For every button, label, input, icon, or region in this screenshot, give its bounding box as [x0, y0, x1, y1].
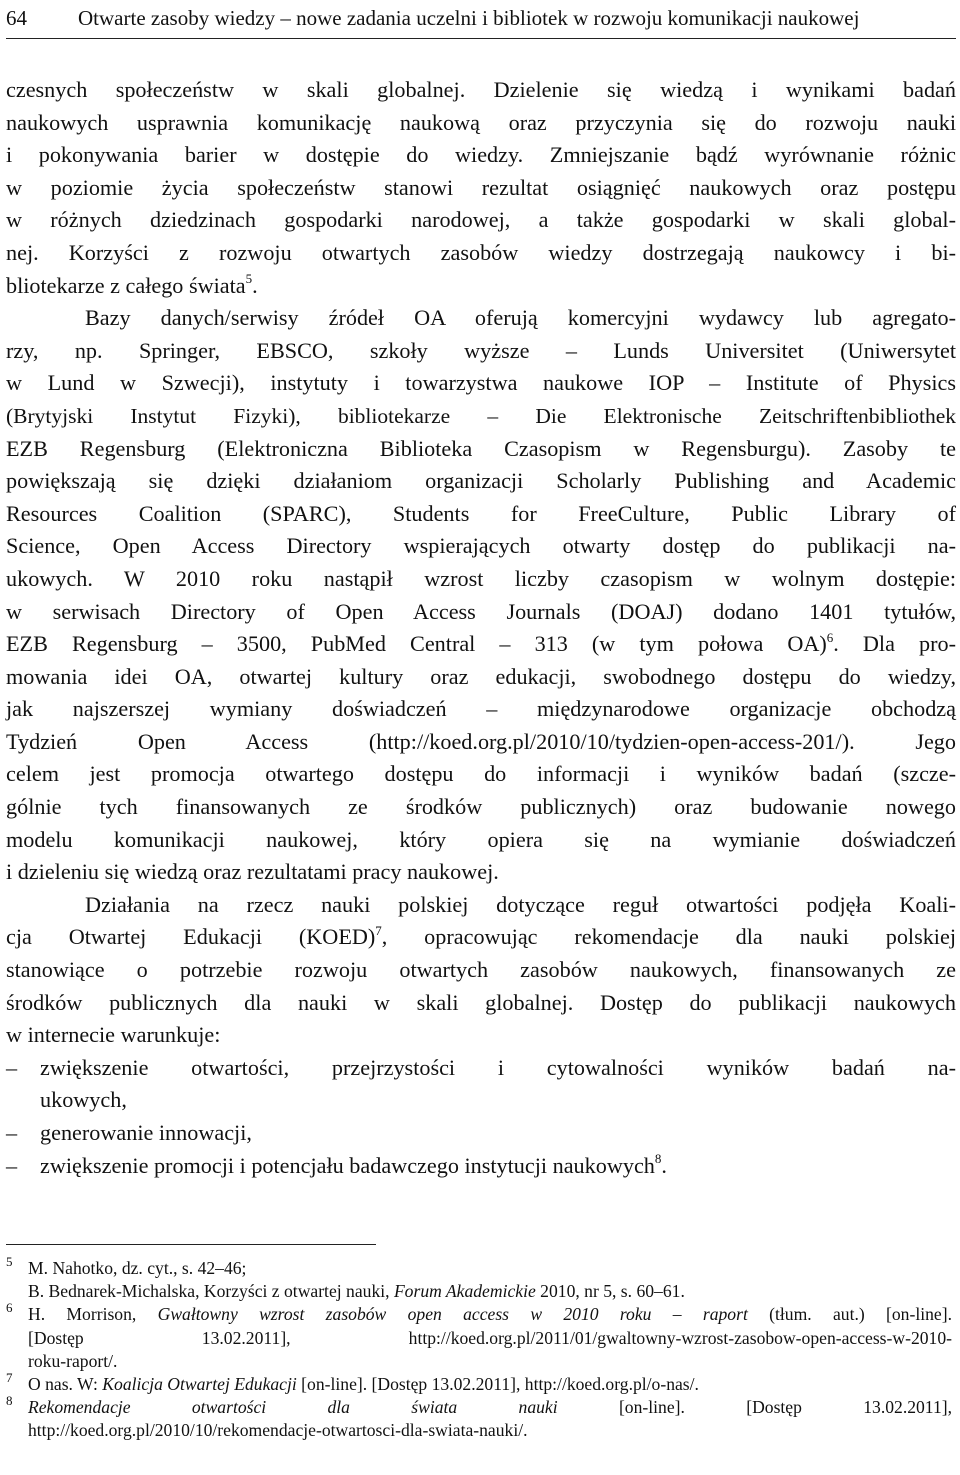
text-line: środków publicznych dla nauki w skali globalnej. Dostęp do publikacji naukowych: [6, 989, 956, 1015]
text-line: cja Otwartej Edukacji (KOED)$^7$, opracowując rekomendacje dla nauki polskiej: [6, 923, 956, 950]
text-line: naukowych usprawnia komunikację naukową oraz przyczynia się do rozwoju nauki: [6, 109, 956, 135]
text-line: w poziomie życia społeczeństw stanowi rezultat osiągnięć naukowych oraz postępu: [6, 174, 956, 200]
text-line: Tydzień Open Access (http://koed.org.pl/2010/10/tydzien-open-access-201/). Jego: [6, 728, 956, 754]
list-item: [6, 1117, 956, 1150]
text-line: Science, Open Access Directory wspierających otwarty dostęp do publikacji na-: [6, 533, 956, 559]
text-line: czesnych społeczeństw w skali globalnej. Dzielenie się wiedzą i wynikami badań: [6, 77, 956, 102]
footnote-5: 5 M. Nahotko, dz. cyt., s. 42–46;: [6, 1257, 952, 1280]
text-line: gólnie tych finansowanych ze środków publicznych) oraz budowanie nowego: [6, 794, 956, 820]
footnote-6-cont: roku-raport/.: [28, 1350, 118, 1371]
list-item: [6, 1150, 956, 1183]
text-line: w różnych dziedzinach gospodarki narodowej, a także gospodarki w skali global-: [6, 207, 956, 233]
text-line: w internecie warunkuje:: [6, 1022, 221, 1048]
footnote-ref[interactable]: 7: [375, 923, 382, 939]
text-line: modelu komunikacji naukowej, który opiera się na wymianie doświadczeń: [6, 826, 956, 852]
footnote-8: 8 Rekomendacje otwartości dla świata nauki [on-line]. [Dostęp 13.02.2011],: [6, 1396, 952, 1419]
text-line: zwiększenie otwartości, przejrzystości i cytowalności wyników badań na-: [40, 1054, 956, 1080]
text-line: mowania idei OA, otwartej kultury oraz edukacji, swobodnego dostępu do wiedzy,: [6, 663, 956, 689]
running-header: [6, 4, 956, 39]
text-line: EZB Regensburg – 3500, PubMed Central – 313 (w tym połowa OA)$^6$. Dla pro-: [6, 629, 956, 657]
list-item: [6, 1052, 956, 1117]
text-line: EZB Regensburg (Elektroniczna Biblioteka Czasopism w Regensburgu). Zasoby te: [6, 435, 956, 461]
dash-marker: –: [6, 1152, 18, 1178]
footnote-6: 6 H. Morrison, Gwałtowny wzrost zasobów open access w 2010 roku – raport (tłum. aut.) [on-line].: [6, 1303, 952, 1326]
running-title: Otwarte zasoby wiedzy – nowe zadania uczelni i bibliotek w rozwoju komunikacji naukowej: [78, 6, 860, 30]
text-line: Bazy danych/serwisy źródeł OA oferują komercyjni wydawcy lub agregato-: [85, 305, 956, 331]
text-line: generowanie innowacji,: [40, 1120, 252, 1145]
footnote-ref[interactable]: 5: [245, 271, 253, 287]
text-line: stanowiące o potrzebie rozwoju otwartych zasobów naukowych, finansowanych ze: [6, 957, 956, 983]
page-number: 64: [6, 6, 27, 30]
footnote-ref[interactable]: 6: [826, 629, 834, 645]
footnote-mark: 5: [6, 1254, 13, 1269]
footnote-mark: 7: [6, 1369, 13, 1385]
footnote-8-link[interactable]: http://koed.org.pl/2010/10/rekomendacje-otwartosci-dla-swiata-nauki/.: [28, 1420, 528, 1441]
footnote-mark: 6: [6, 1300, 13, 1316]
footnote-7: 7 O nas. W: Koalicja Otwartej Edukacji [on-line]. [Dostęp 13.02.2011], http://koed.org.pl/o-nas/.: [6, 1373, 952, 1396]
text-line: nej. Korzyści z rozwoju otwartych zasobów wiedzy dostrzegają naukowcy i bi-: [6, 239, 956, 265]
footnote-mark: 8: [6, 1393, 13, 1409]
text-line: Działania na rzecz nauki polskiej dotyczące reguł otwartości podjęła Koali-: [85, 891, 956, 917]
text-line: zwiększenie promocji i potencjału badawczego instytucji naukowych$^8$.: [40, 1151, 667, 1178]
text-line: (Brytyjski Instytut Fizyki), bibliotekarze – Die Elektronische Zeitschriftenbibliothek: [6, 403, 956, 428]
footnote-5-cont: B. Bednarek-Michalska, Korzyści z otwartej nauki, Forum Akademickie 2010, nr 5, s. 60–61.: [28, 1281, 685, 1302]
dash-marker: –: [6, 1120, 18, 1145]
text-line: jak najszerszej wymiany doświadczeń – międzynarodowe organizacje obchodzą: [6, 696, 956, 722]
text-line: Resources Coalition (SPARC), Students for FreeCulture, Public Library of: [6, 500, 956, 526]
text-line: celem jest promocja otwartego dostępu do informacji i wyników badań (szcze-: [6, 761, 956, 787]
dash-marker: –: [6, 1054, 18, 1080]
text-line: powiększają się dzięki działaniom organizacji Scholarly Publishing and Academic: [6, 468, 956, 494]
text-line: i pokonywania barier w dostępie do wiedzy. Zmniejszanie bądź wyrównanie różnic: [6, 142, 956, 168]
footnote-ref[interactable]: 8: [654, 1151, 662, 1167]
text-line: i dzieleniu się wiedzą oraz rezultatami pracy naukowej.: [6, 859, 499, 885]
text-line: ukowych,: [40, 1087, 127, 1113]
main-text: [6, 74, 956, 1182]
footnote-6-link[interactable]: [Dostęp 13.02.2011], http://koed.org.pl/2011/01/gwaltowny-wzrost-zasobow-open-access-w-2010-: [28, 1327, 952, 1348]
text-line: w serwisach Directory of Open Access Journals (DOAJ) dodano 1401 tytułów,: [6, 598, 956, 624]
footnotes: [6, 1254, 953, 1443]
text-line: w Lund w Szwecji), instytuty i towarzystwa naukowe IOP – Institute of Physics: [6, 370, 956, 396]
text-line: ukowych. W 2010 roku nastąpił wzrost liczby czasopism w wolnym dostępie:: [6, 565, 956, 591]
text-line: bliotekarze z całego świata$^5$.: [6, 271, 258, 298]
text-line: rzy, np. Springer, EBSCO, szkoły wyższe – Lunds Universitet (Uniwersytet: [6, 337, 956, 363]
footnote-separator: [6, 1244, 376, 1245]
